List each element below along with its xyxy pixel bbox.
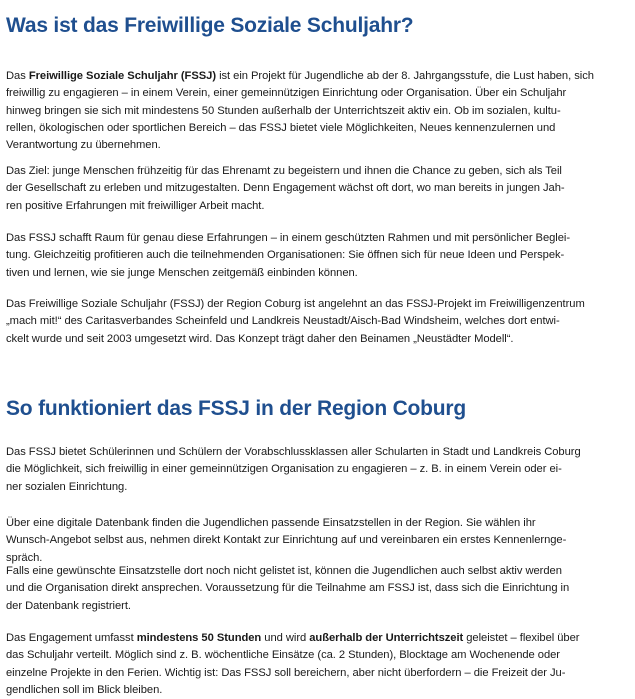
bold-term-outside-class: außerhalb der Unterrichtszeit bbox=[309, 632, 464, 644]
text-line: und die Organisation direkt ansprechen. Voraussetzung für die Teilnahme am FSSJ ist, dass sich die Einrichtung in bbox=[6, 582, 570, 595]
section-heading-how-it-works: So funktioniert das FSSJ in der Region Coburg bbox=[6, 397, 467, 420]
text-line bbox=[6, 68, 628, 85]
text-line: die Möglichkeit, sich freiwillig in einer gemeinnützigen Organisation zu engagieren – z. B. in einem Verein oder ei- bbox=[6, 463, 562, 476]
text-line: der Gesellschaft zu erleben und mitzugestalten. Denn Engagement wächst oft dort, wo man bereits in jungen Jah- bbox=[6, 182, 565, 195]
paragraph-goal bbox=[6, 163, 628, 215]
paragraph-registration bbox=[6, 563, 628, 615]
text-span: geleistet – flexibel über bbox=[463, 632, 580, 644]
text-line: Verantwortung zu übernehmen. bbox=[6, 139, 161, 152]
paragraph-commitment bbox=[6, 630, 628, 699]
paragraph-origin bbox=[6, 296, 628, 348]
paragraph-offer bbox=[6, 444, 628, 496]
text-span: ist ein Projekt für Jugendliche ab der 8. Jahrgangsstufe, die Lust haben, sich bbox=[216, 70, 594, 82]
text-line: Das FSSJ schafft Raum für genau diese Erfahrungen – in einem geschützten Rahmen und mit persönlicher Beglei- bbox=[6, 232, 571, 244]
text-line: Wunsch-Angebot selbst aus, nehmen direkt Kontakt zur Einrichtung auf und vereinbaren ein erstes Kennenlernge- bbox=[6, 534, 567, 547]
text-line: der Datenbank registriert. bbox=[6, 599, 131, 612]
text-line: Das FSSJ bietet Schülerinnen und Schülern der Vorabschlussklassen aller Schularten in Stadt und Landkreis Coburg bbox=[6, 446, 581, 458]
bold-term-hours: mindestens 50 Stunden bbox=[136, 632, 262, 644]
text-line bbox=[6, 630, 628, 647]
text-line: tiven und lernen, wie sie junge Menschen zeitgemäß einbinden können. bbox=[6, 266, 358, 279]
text-line: hinweg bringen sie sich mit mindestens 50 Stunden außerhalb der Unterrichtszeit aktiv ein. Ob im sozialen, kultu- bbox=[6, 104, 561, 117]
paragraph-database bbox=[6, 515, 628, 567]
text-line: ckelt wurde und seit 2003 umgesetzt wird. Das Konzept trägt daher den Beinamen „Neustädter Modell“. bbox=[6, 332, 514, 345]
text-line: das Schuljahr verteilt. Möglich sind z. B. wöchentliche Einsätze (ca. 2 Stunden), Blocktage am Wochenende oder bbox=[6, 649, 560, 662]
text-line: einzelne Projekte in den Ferien. Wichtig ist: Das FSSJ soll bereichern, aber nicht überfordern – die Freizeit der Ju- bbox=[6, 666, 566, 679]
bold-term-fssj: Freiwillige Soziale Schuljahr (FSSJ) bbox=[28, 70, 217, 82]
section-heading-what-is-fssj: Was ist das Freiwillige Soziale Schuljahr? bbox=[6, 14, 414, 37]
text-line: ner sozialen Einrichtung. bbox=[6, 480, 128, 493]
text-line: ren positive Erfahrungen mit freiwilliger Arbeit macht. bbox=[6, 199, 265, 212]
text-line: spräch. bbox=[6, 551, 43, 564]
text-span: Das bbox=[6, 70, 29, 82]
text-span: Das Engagement umfasst bbox=[6, 632, 137, 644]
text-line: „mach mit!“ des Caritasverbandes Scheinfeld und Landkreis Neustadt/Aisch-Bad Windsheim, welches dort entwi- bbox=[6, 315, 560, 328]
paragraph-space bbox=[6, 230, 628, 282]
text-line: Das Ziel: junge Menschen frühzeitig für das Ehrenamt zu begeistern und ihnen die Chance zu geben, sich als Teil bbox=[6, 165, 562, 177]
text-span: und wird bbox=[261, 632, 310, 644]
text-line: rellen, ökologischen oder sportlichen Bereich – das FSSJ bietet viele Möglichkeiten, Neues kennenzulernen und bbox=[6, 121, 556, 134]
text-line: Das Freiwillige Soziale Schuljahr (FSSJ) der Region Coburg ist angelehnt an das FSSJ-Projekt im Freiwilligenzentrum bbox=[6, 298, 585, 310]
paragraph-intro bbox=[6, 68, 628, 154]
text-line: freiwillig zu engagieren – in einem Verein, einer gemeinnützigen Einrichtung oder Organisation. Über ein Schuljahr bbox=[6, 87, 567, 100]
text-line: gendlichen soll im Blick bleiben. bbox=[6, 683, 163, 696]
text-line: tung. Gleichzeitig profitieren auch die teilnehmenden Organisationen: Sie öffnen sich für neue Ideen und Perspek- bbox=[6, 249, 565, 262]
text-line: Über eine digitale Datenbank finden die Jugendlichen passende Einsatzstellen in der Region. Sie wählen ihr bbox=[6, 517, 536, 529]
text-line: Falls eine gewünschte Einsatzstelle dort noch nicht gelistet ist, können die Jugendlichen auch selbst aktiv werden bbox=[6, 565, 562, 577]
